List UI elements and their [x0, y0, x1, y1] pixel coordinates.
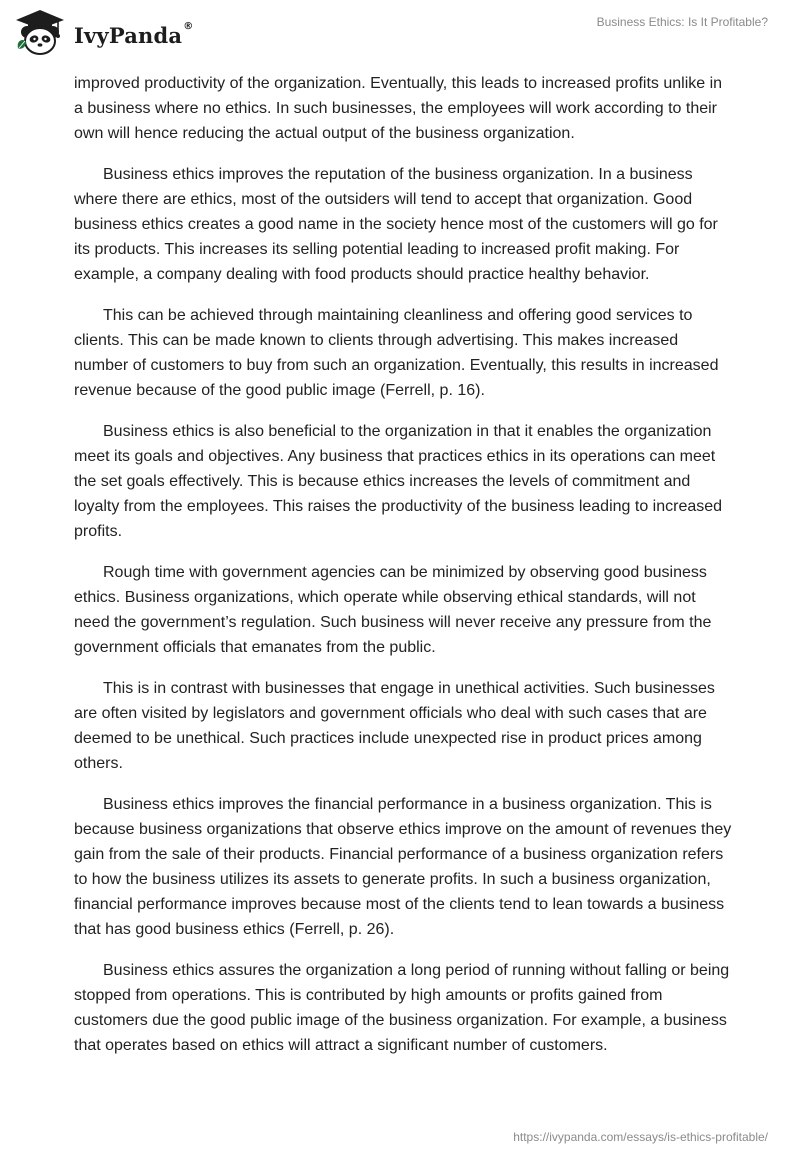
essay-body: [74, 71, 734, 1074]
paragraph-3: This can be achieved through maintaining cleanliness and offering good services to clients. This can be made known to clients through advertising. This makes increased number of customers to buy from such an organization. Eventually, this results in increased revenue because of the good public image (Ferrell, p. 16).: [74, 307, 719, 399]
paragraph-6: This is in contrast with businesses that engage in unethical activities. Such businesses are often visited by legislators and government officials who deal with such cases that are deemed to be unethical. Such practices include unexpected rise in product prices among others.: [74, 680, 715, 772]
panda-graduation-cap-icon: [14, 8, 66, 58]
paragraph-1: improved productivity of the organization. Eventually, this leads to increased profits unlike in a business where no ethics. In such businesses, the employees will work according to their own will hence reducing the actual output of the business organization.: [74, 75, 723, 142]
paragraph-5: Rough time with government agencies can be minimized by observing good business ethics. Business organizations, which operate while observing ethical standards, will not need the government’s regulation. Such business will never receive any pressure from the government officials that emanates from the public.: [74, 564, 712, 656]
source-url-link[interactable]: https://ivypanda.com/essays/is-ethics-profitable/: [513, 1130, 768, 1144]
registered-mark: ®: [183, 20, 194, 32]
paragraph-2: Business ethics improves the reputation of the business organization. In a business where there are ethics, most of the outsiders will tend to accept that organization. Good business ethics creates a good name in the society hence most of the customers will go for its products. This increases its selling potential leading to increased profit making. For example, a company dealing with food products should practice healthy behavior.: [74, 166, 718, 283]
brand-name: IvyPanda®: [74, 20, 194, 48]
paragraph-7: Business ethics improves the financial performance in a business organization. This is because business organizations that observe ethics improve on the amount of revenues they gain from the sale of their products. Financial performance of a business organization refers to how the business utilizes its assets to generate profits. In such a business organization, financial performance improves because most of the clients tend to lean towards a business that has good business ethics (Ferrell, p. 26).: [74, 796, 732, 938]
page-header: [0, 0, 800, 66]
paragraph-4: Business ethics is also beneficial to the organization in that it enables the organization meet its goals and objectives. Any business that practices ethics in its operations can meet the set goals effectively. This is because ethics increases the levels of commitment and loyalty from the employees. This raises the productivity of the business leading to increased profits.: [74, 423, 723, 540]
brand-logo[interactable]: [14, 8, 193, 58]
paragraph-8: Business ethics assures the organization a long period of running without falling or being stopped from operations. This is contributed by high amounts or profits gained from customers due the good public image of the business organization. For example, a business that operates based on ethics will attract a significant number of customers.: [74, 962, 730, 1054]
document-title: Business Ethics: Is It Profitable?: [596, 15, 768, 29]
